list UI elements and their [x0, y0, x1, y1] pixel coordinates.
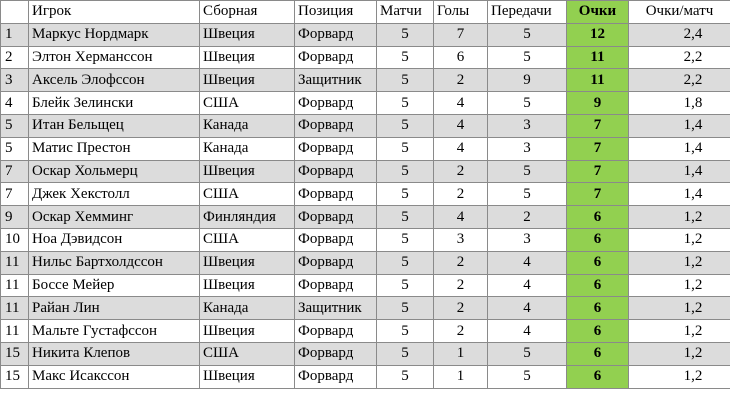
cell-points: 7	[567, 183, 629, 206]
cell-player: Маркус Нордмарк	[29, 23, 200, 46]
cell-goals: 2	[434, 251, 488, 274]
cell-assists: 5	[488, 92, 567, 115]
cell-team: Финляндия	[200, 206, 295, 229]
cell-team: Швеция	[200, 46, 295, 69]
cell-ppg: 1,2	[629, 274, 730, 297]
table-row	[1, 274, 730, 297]
cell-ppg: 1,2	[629, 320, 730, 343]
cell-games: 5	[377, 114, 434, 137]
table-row	[1, 23, 730, 46]
cell-team: США	[200, 228, 295, 251]
cell-rank: 5	[1, 114, 29, 137]
cell-player: Мальте Густафссон	[29, 320, 200, 343]
cell-games: 5	[377, 320, 434, 343]
cell-team: Швеция	[200, 251, 295, 274]
cell-points: 12	[567, 23, 629, 46]
cell-goals: 2	[434, 320, 488, 343]
cell-assists: 5	[488, 160, 567, 183]
cell-assists: 3	[488, 114, 567, 137]
cell-rank: 7	[1, 183, 29, 206]
header-team: Сборная	[200, 1, 295, 24]
cell-position: Форвард	[295, 342, 377, 365]
cell-goals: 4	[434, 92, 488, 115]
table-row	[1, 365, 730, 388]
cell-games: 5	[377, 228, 434, 251]
cell-position: Форвард	[295, 114, 377, 137]
cell-goals: 1	[434, 342, 488, 365]
cell-ppg: 1,4	[629, 160, 730, 183]
cell-assists: 3	[488, 228, 567, 251]
cell-goals: 2	[434, 274, 488, 297]
cell-rank: 11	[1, 274, 29, 297]
cell-assists: 4	[488, 297, 567, 320]
cell-player: Нильс Бартхолдссон	[29, 251, 200, 274]
table-row	[1, 69, 730, 92]
cell-player: Джек Хекстолл	[29, 183, 200, 206]
cell-points: 6	[567, 297, 629, 320]
cell-position: Форвард	[295, 160, 377, 183]
cell-assists: 9	[488, 69, 567, 92]
cell-games: 5	[377, 137, 434, 160]
cell-games: 5	[377, 23, 434, 46]
cell-team: Швеция	[200, 320, 295, 343]
table-row	[1, 206, 730, 229]
cell-player: Аксель Элофссон	[29, 69, 200, 92]
cell-ppg: 1,2	[629, 251, 730, 274]
cell-ppg: 1,2	[629, 206, 730, 229]
cell-team: Канада	[200, 297, 295, 320]
cell-rank: 10	[1, 228, 29, 251]
cell-rank: 7	[1, 160, 29, 183]
cell-points: 6	[567, 228, 629, 251]
cell-ppg: 1,4	[629, 114, 730, 137]
cell-games: 5	[377, 160, 434, 183]
cell-position: Форвард	[295, 206, 377, 229]
cell-team: Швеция	[200, 69, 295, 92]
table-row	[1, 46, 730, 69]
cell-position: Форвард	[295, 365, 377, 388]
cell-position: Форвард	[295, 23, 377, 46]
cell-rank: 2	[1, 46, 29, 69]
cell-assists: 2	[488, 206, 567, 229]
cell-team: Швеция	[200, 23, 295, 46]
table-row	[1, 297, 730, 320]
cell-assists: 5	[488, 365, 567, 388]
cell-rank: 15	[1, 365, 29, 388]
table-row	[1, 183, 730, 206]
cell-goals: 4	[434, 206, 488, 229]
cell-player: Райан Лин	[29, 297, 200, 320]
table-row	[1, 114, 730, 137]
cell-rank: 3	[1, 69, 29, 92]
cell-position: Форвард	[295, 228, 377, 251]
cell-points: 7	[567, 114, 629, 137]
cell-rank: 1	[1, 23, 29, 46]
cell-goals: 3	[434, 228, 488, 251]
table-row	[1, 137, 730, 160]
cell-team: Швеция	[200, 274, 295, 297]
cell-points: 6	[567, 206, 629, 229]
cell-player: Элтон Херманссон	[29, 46, 200, 69]
cell-points: 6	[567, 251, 629, 274]
cell-ppg: 1,2	[629, 228, 730, 251]
cell-ppg: 2,2	[629, 46, 730, 69]
cell-rank: 5	[1, 137, 29, 160]
cell-ppg: 2,2	[629, 69, 730, 92]
cell-ppg: 1,2	[629, 342, 730, 365]
cell-points: 7	[567, 137, 629, 160]
cell-position: Форвард	[295, 46, 377, 69]
cell-ppg: 1,2	[629, 365, 730, 388]
header-rank	[1, 1, 29, 24]
cell-player: Макс Исакссон	[29, 365, 200, 388]
cell-games: 5	[377, 69, 434, 92]
cell-ppg: 1,2	[629, 297, 730, 320]
cell-games: 5	[377, 92, 434, 115]
cell-games: 5	[377, 46, 434, 69]
cell-position: Форвард	[295, 274, 377, 297]
cell-games: 5	[377, 274, 434, 297]
header-player: Игрок	[29, 1, 200, 24]
cell-team: Швеция	[200, 365, 295, 388]
cell-goals: 4	[434, 114, 488, 137]
cell-points: 6	[567, 342, 629, 365]
cell-team: Швеция	[200, 160, 295, 183]
cell-games: 5	[377, 206, 434, 229]
cell-assists: 3	[488, 137, 567, 160]
cell-player: Блейк Зелински	[29, 92, 200, 115]
cell-goals: 1	[434, 365, 488, 388]
cell-games: 5	[377, 183, 434, 206]
cell-rank: 4	[1, 92, 29, 115]
cell-position: Защитник	[295, 297, 377, 320]
cell-points: 6	[567, 365, 629, 388]
cell-assists: 5	[488, 342, 567, 365]
cell-assists: 5	[488, 183, 567, 206]
cell-games: 5	[377, 342, 434, 365]
cell-points: 6	[567, 320, 629, 343]
cell-ppg: 1,4	[629, 183, 730, 206]
cell-ppg: 1,4	[629, 137, 730, 160]
cell-player: Боссе Мейер	[29, 274, 200, 297]
cell-goals: 7	[434, 23, 488, 46]
cell-goals: 4	[434, 137, 488, 160]
cell-assists: 5	[488, 46, 567, 69]
cell-team: США	[200, 342, 295, 365]
header-goals: Голы	[434, 1, 488, 24]
cell-team: США	[200, 183, 295, 206]
cell-points: 11	[567, 46, 629, 69]
cell-ppg: 2,4	[629, 23, 730, 46]
cell-player: Оскар Хемминг	[29, 206, 200, 229]
cell-points: 7	[567, 160, 629, 183]
cell-goals: 2	[434, 160, 488, 183]
table-row	[1, 228, 730, 251]
table-row	[1, 92, 730, 115]
table-row	[1, 251, 730, 274]
cell-games: 5	[377, 251, 434, 274]
table-row	[1, 342, 730, 365]
cell-position: Форвард	[295, 92, 377, 115]
cell-position: Форвард	[295, 183, 377, 206]
cell-player: Матис Престон	[29, 137, 200, 160]
cell-points: 11	[567, 69, 629, 92]
cell-player: Оскар Хольмерц	[29, 160, 200, 183]
cell-team: Канада	[200, 137, 295, 160]
cell-assists: 4	[488, 274, 567, 297]
cell-team: США	[200, 92, 295, 115]
header-assists: Передачи	[488, 1, 567, 24]
cell-ppg: 1,8	[629, 92, 730, 115]
cell-player: Итан Бельщец	[29, 114, 200, 137]
cell-goals: 2	[434, 297, 488, 320]
cell-rank: 9	[1, 206, 29, 229]
cell-rank: 11	[1, 251, 29, 274]
header-row	[1, 1, 730, 24]
cell-position: Форвард	[295, 137, 377, 160]
cell-goals: 2	[434, 183, 488, 206]
cell-assists: 4	[488, 251, 567, 274]
header-ppg: Очки/матч	[629, 1, 730, 24]
cell-goals: 6	[434, 46, 488, 69]
cell-games: 5	[377, 297, 434, 320]
cell-points: 6	[567, 274, 629, 297]
cell-position: Защитник	[295, 69, 377, 92]
header-position: Позиция	[295, 1, 377, 24]
cell-team: Канада	[200, 114, 295, 137]
table-row	[1, 160, 730, 183]
cell-rank: 15	[1, 342, 29, 365]
cell-assists: 5	[488, 23, 567, 46]
cell-points: 9	[567, 92, 629, 115]
cell-goals: 2	[434, 69, 488, 92]
cell-player: Ноа Дэвидсон	[29, 228, 200, 251]
header-games: Матчи	[377, 1, 434, 24]
cell-player: Никита Клепов	[29, 342, 200, 365]
cell-assists: 4	[488, 320, 567, 343]
header-points: Очки	[567, 1, 629, 24]
cell-position: Форвард	[295, 320, 377, 343]
cell-games: 5	[377, 365, 434, 388]
table-row	[1, 320, 730, 343]
cell-rank: 11	[1, 297, 29, 320]
cell-rank: 11	[1, 320, 29, 343]
cell-position: Форвард	[295, 251, 377, 274]
